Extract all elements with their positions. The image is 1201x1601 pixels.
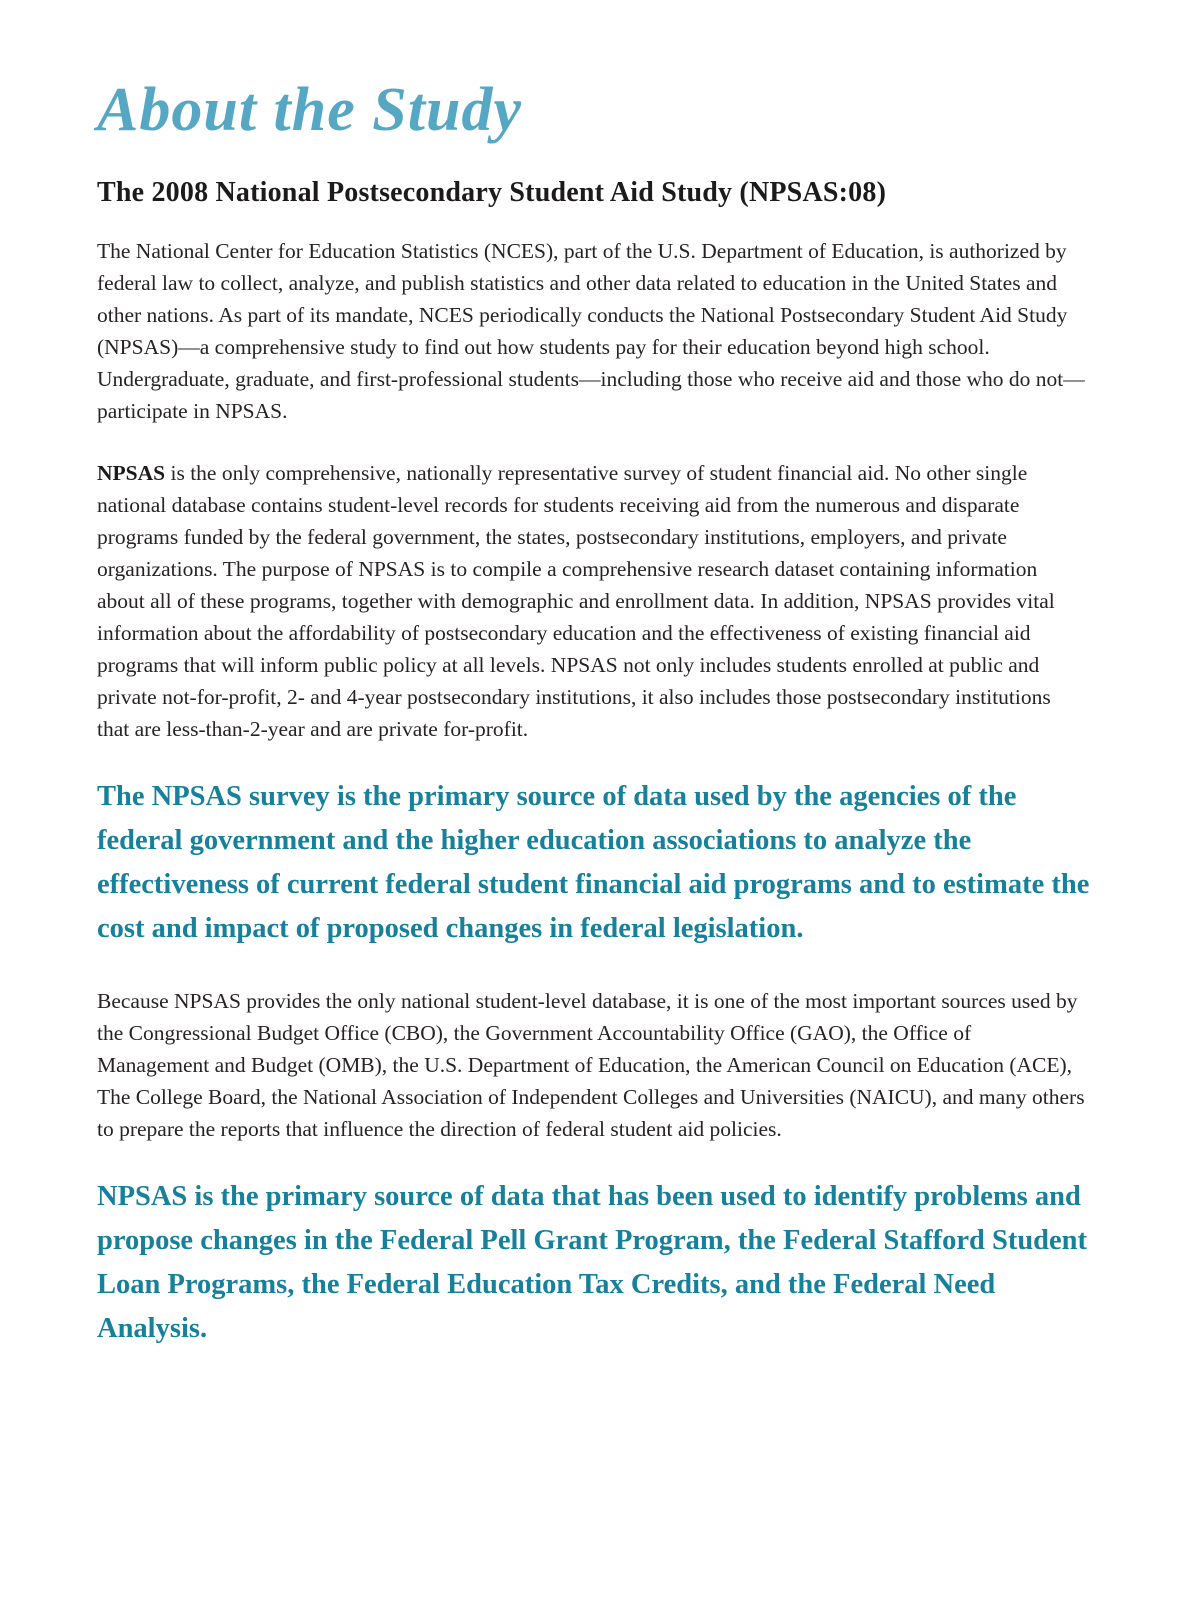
paragraph-npsas-overview	[97, 457, 1087, 745]
npsas-lead-word: NPSAS	[97, 461, 166, 486]
section-heading: The 2008 National Postsecondary Student Aid Study (NPSAS:08)	[97, 177, 887, 209]
page-title: About the Study	[97, 76, 522, 144]
paragraph-nces-intro: The National Center for Education Statistics (NCES), part of the U.S. Department of Education, is authorized by federal law to collect, analyze, and publish statistics and other data related to education in the United States and other nations. As part of its mandate, NCES periodically conducts the National Postsecondary Student Aid Study (NPSAS)—a comprehensive study to find out how students pay for their education beyond high school. Undergraduate, graduate, and first-professional students—including those who receive aid and those who do not—participate in NPSAS.	[97, 239, 1085, 424]
pullquote-agencies: The NPSAS survey is the primary source of data used by the agencies of the federal government and the higher education associations to analyze the effectiveness of current federal student financial aid programs and to estimate the cost and impact of proposed changes in federal legislation.	[97, 781, 1090, 945]
paragraph-sources: Because NPSAS provides the only national student-level database, it is one of the most important sources used by the Congressional Budget Office (CBO), the Government Accountability Office (GAO), the Office of Management and Budget (OMB), the U.S. Department of Education, the American Council on Education (ACE), The College Board, the National Association of Independent Colleges and Universities (NAICU), and many others to prepare the reports that influence the direction of federal student aid policies.	[97, 989, 1085, 1142]
paragraph-npsas-overview-text: is the only comprehensive, nationally representative survey of student financial aid. No other single national database contains student-level records for students receiving aid from the numerous and disparate programs funded by the federal government, the states, postsecondary institutions, employers, and private organizations. The purpose of NPSAS is to compile a comprehensive research dataset containing information about all of these programs, together with demographic and enrollment data. In addition, NPSAS provides vital information about the affordability of postsecondary education and the effectiveness of existing financial aid programs that will inform public policy at all levels. NPSAS not only includes students enrolled at public and private not-for-profit, 2- and 4-year postsecondary institutions, it also includes those postsecondary institutions that are less-than-2-year and are private for-profit.	[97, 461, 1055, 742]
pullquote-programs: NPSAS is the primary source of data that has been used to identify problems and propose changes in the Federal Pell Grant Program, the Federal Stafford Student Loan Programs, the Federal Education Tax Credits, and the Federal Need Analysis.	[97, 1181, 1088, 1345]
